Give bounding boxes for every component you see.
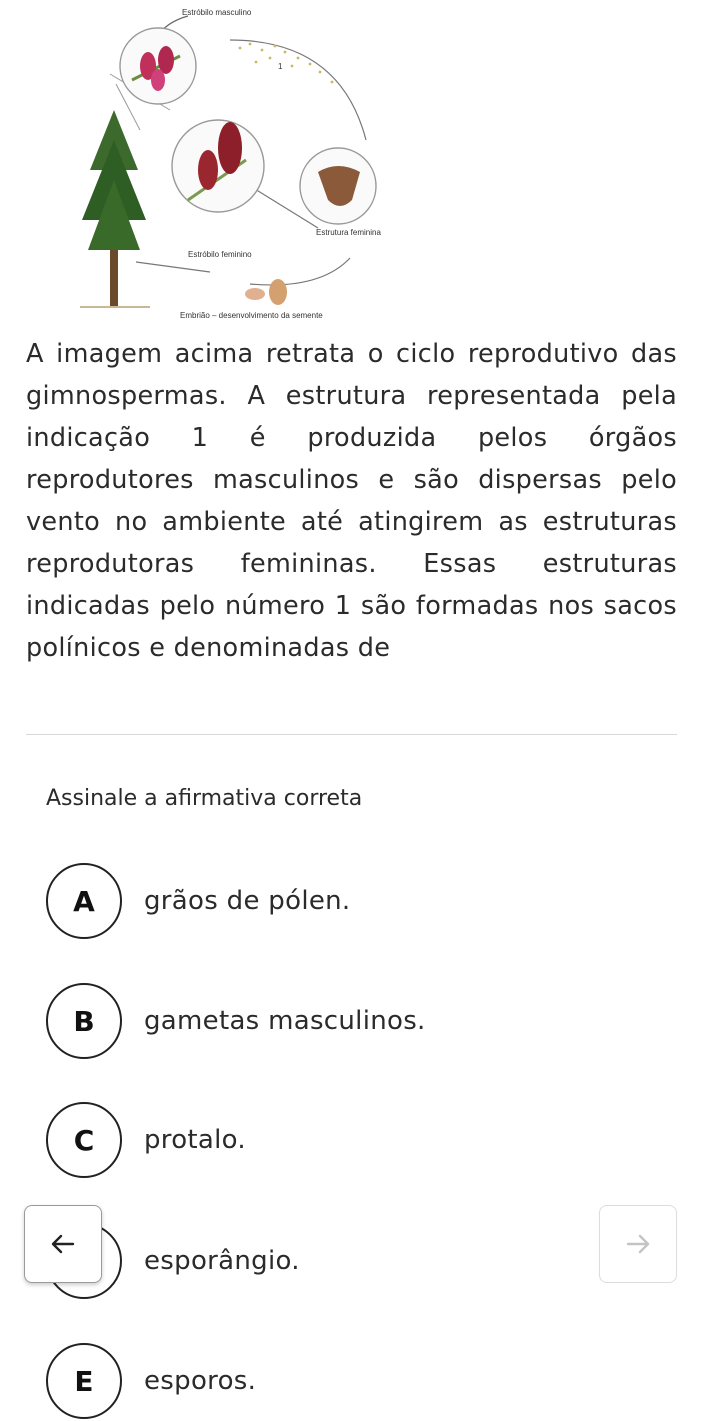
option-d-text: esporângio.: [144, 1246, 300, 1276]
arrow-left-icon: [48, 1229, 78, 1259]
label-male-strobilus: Estróbilo masculino: [182, 8, 252, 17]
option-a[interactable]: [46, 861, 646, 941]
option-c[interactable]: [46, 1100, 646, 1180]
label-embryo: Embrião – desenvolvimento da semente: [180, 311, 323, 320]
question-statement: A imagem acima retrata o ciclo reprodutivo das gimnospermas. A estrutura representada pela indicação 1 é produzida pelos órgãos reprodutores masculinos e são dispersas pelo vento no ambiente até atingirem as estruturas reprodutoras femininas. Essas estruturas indicadas pelo número 1 são formadas nos sacos polínicos e denominadas de: [26, 339, 677, 663]
option-a-text: grãos de pólen.: [144, 886, 351, 916]
next-button[interactable]: [599, 1205, 677, 1283]
option-e-text: esporos.: [144, 1366, 257, 1396]
label-female-strobilus: Estróbilo feminino: [188, 250, 252, 259]
option-c-text: protalo.: [144, 1125, 246, 1155]
divider: [26, 734, 677, 735]
option-c-letter: C: [46, 1102, 122, 1178]
option-e[interactable]: [46, 1341, 646, 1421]
question-prompt: Assinale a afirmativa correta: [46, 786, 363, 811]
option-a-letter: A: [46, 863, 122, 939]
cycle-illustration: [70, 0, 400, 322]
option-b-letter: B: [46, 983, 122, 1059]
label-marker-1: 1: [278, 62, 283, 71]
label-female-structure: Estrutura feminina: [316, 228, 381, 237]
arrow-right-icon: [623, 1229, 653, 1259]
option-d[interactable]: [46, 1221, 646, 1301]
cycle-drawing: [70, 0, 400, 322]
option-b[interactable]: [46, 981, 646, 1061]
option-e-letter: E: [46, 1343, 122, 1419]
previous-button[interactable]: [24, 1205, 102, 1283]
option-b-text: gametas masculinos.: [144, 1006, 426, 1036]
